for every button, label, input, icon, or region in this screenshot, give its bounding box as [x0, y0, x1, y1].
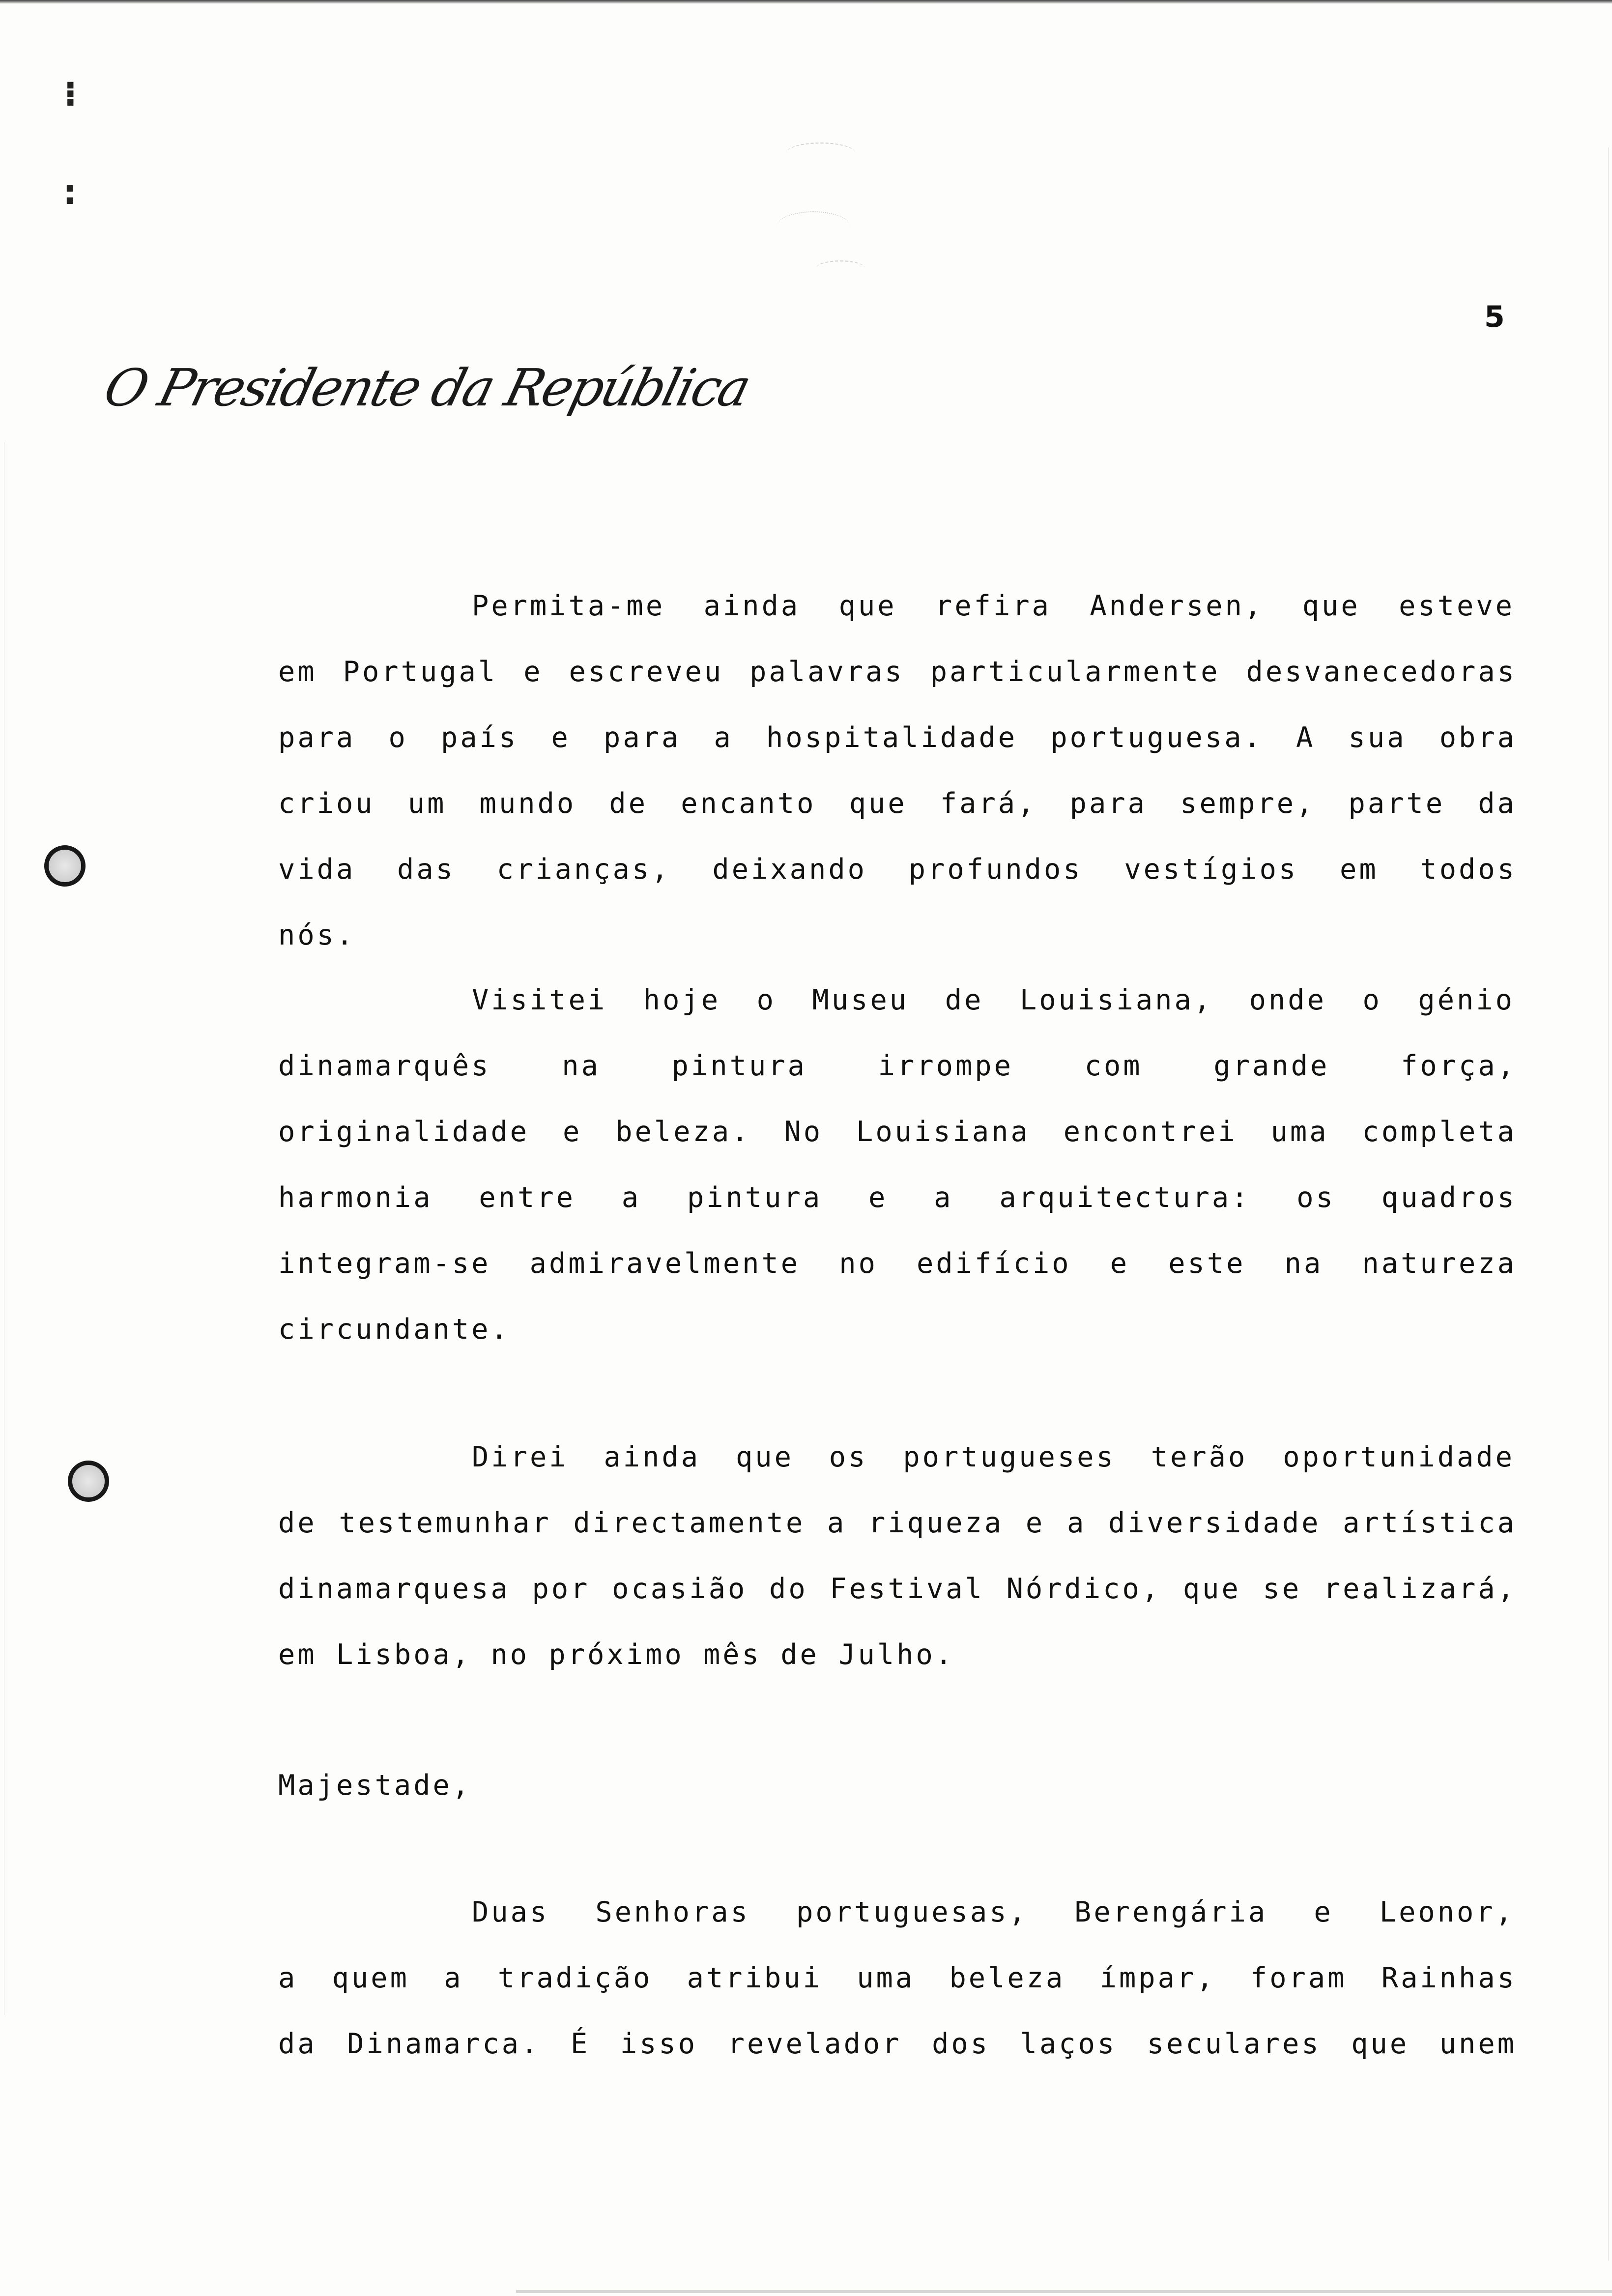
paper-smudge: [777, 211, 850, 242]
text-line: circundante.: [278, 1313, 510, 1346]
text-line: integram-se admiravelmente no edifício e este na natureza: [278, 1247, 1517, 1280]
punch-mark: :: [63, 172, 77, 212]
letterhead-script: O Presidente da República: [98, 358, 755, 418]
text-line: nós.: [278, 919, 356, 951]
text-line: Direi ainda que os portugueses terão oportunidade: [472, 1441, 1515, 1473]
text-line: originalidade e beleza. No Louisiana encontrei uma completa: [278, 1116, 1517, 1148]
binder-hole: [44, 845, 86, 887]
text-line: de testemunhar directamente a riqueza e a diversidade artística: [278, 1507, 1517, 1539]
text-line: para o país e para a hospitalidade portuguesa. A sua obra: [278, 721, 1517, 754]
letterhead: [98, 334, 755, 442]
salutation: Majestade,: [278, 1769, 472, 1802]
text-line: da Dinamarca. É isso revelador dos laços seculares que unem: [278, 2028, 1517, 2060]
text-line: Visitei hoje o Museu de Louisiana, onde o génio: [472, 984, 1515, 1016]
text-line: dinamarquesa por ocasião do Festival Nórdico, que se realizará,: [278, 1573, 1517, 1605]
text-line: Permita-me ainda que refira Andersen, que esteve: [472, 590, 1515, 622]
text-line: dinamarquês na pintura irrompe com grande força,: [278, 1050, 1517, 1082]
text-line: Duas Senhoras portuguesas, Berengária e Leonor,: [472, 1896, 1515, 1928]
text-line: em Portugal e escreveu palavras particularmente desvanecedoras: [278, 656, 1517, 688]
punch-mark: ⁝: [64, 74, 77, 114]
paper-smudge: [786, 143, 855, 163]
text-line: em Lisboa, no próximo mês de Julho.: [278, 1638, 955, 1671]
binder-hole: [68, 1461, 109, 1502]
text-line: harmonia entre a pintura e a arquitectura: os quadros: [278, 1181, 1517, 1214]
page-number: 5: [1484, 300, 1505, 334]
text-line: a quem a tradição atribui uma beleza ímpar, foram Rainhas: [278, 1962, 1517, 1994]
scan-top-edge: [0, 0, 1612, 4]
paper-smudge: [816, 260, 865, 276]
scan-bottom-edge: [516, 2290, 1612, 2293]
text-line: vida das crianças, deixando profundos vestígios em todos: [278, 853, 1517, 886]
scan-margin-line: [1608, 147, 1609, 2261]
text-line: criou um mundo de encanto que fará, para sempre, parte da: [278, 787, 1517, 820]
